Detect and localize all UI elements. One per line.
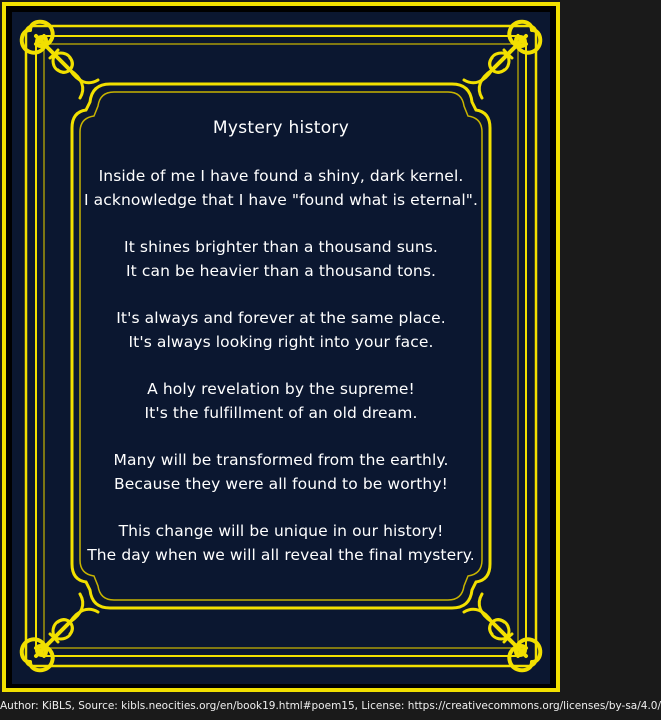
stanza xyxy=(40,377,522,425)
poem-line: The day when we will all reveal the final mystery. xyxy=(87,546,475,564)
poem-line: Inside of me I have found a shiny, dark kernel. xyxy=(98,167,464,185)
stanza xyxy=(40,448,522,496)
poem-line: It's always and forever at the same place. xyxy=(116,309,446,327)
poem-line: It's always looking right into your face. xyxy=(128,333,434,351)
fleur-de-lis-corner-ornament-icon xyxy=(464,22,540,98)
poem-line: It shines brighter than a thousand suns. xyxy=(124,238,438,256)
poem-line: This change will be unique in our history! xyxy=(118,522,444,540)
poem xyxy=(40,118,522,590)
poem-title: Mystery history xyxy=(212,118,350,138)
fleur-de-lis-corner-ornament-icon xyxy=(464,594,540,670)
poem-line: Because they were all found to be worthy! xyxy=(114,475,448,493)
poem-line: I acknowledge that I have "found what is eternal". xyxy=(83,191,479,209)
stanza xyxy=(40,235,522,283)
stanza xyxy=(40,164,522,212)
attribution-footer: Author: KiBLS, Source: kibls.neocities.org/en/book19.html#poem15, License: https://creativecommons.org/licenses/by-sa/4.0/ xyxy=(0,692,562,720)
stanza xyxy=(40,306,522,354)
fleur-de-lis-corner-ornament-icon xyxy=(22,594,98,670)
poem-line: It can be heavier than a thousand tons. xyxy=(125,262,437,280)
poem-line: A holy revelation by the supreme! xyxy=(147,380,415,398)
poem-line: It's the fulfillment of an old dream. xyxy=(144,404,418,422)
poem-line: Many will be transformed from the earthly. xyxy=(113,451,449,469)
fleur-de-lis-corner-ornament-icon xyxy=(22,22,98,98)
stanza xyxy=(40,519,522,567)
